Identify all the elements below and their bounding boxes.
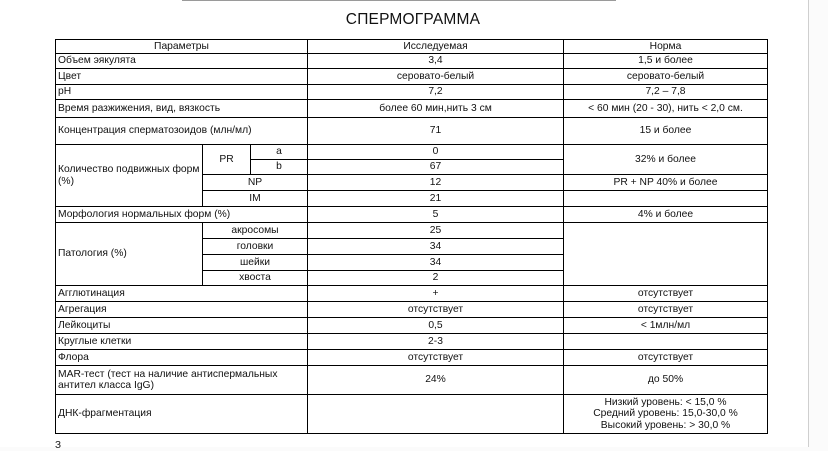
row-value: 2-3 — [308, 334, 564, 350]
header-params: Параметры — [56, 40, 308, 54]
top-rule — [182, 0, 616, 1]
motility-label: Количество подвижных форм (%) — [56, 145, 203, 207]
row-norm: отсутствует — [564, 286, 768, 302]
row-value: более 60 мин,нить 3 см — [308, 100, 564, 118]
pathology-label: Патология (%) — [56, 223, 203, 286]
a-value: 0 — [308, 145, 564, 160]
row-value: + — [308, 286, 564, 302]
b-label: b — [251, 160, 308, 175]
table-row — [56, 318, 768, 334]
row-label: Лейкоциты — [56, 318, 308, 334]
np-norm: PR + NP 40% и более — [564, 175, 768, 191]
pathology-item-value: 34 — [308, 239, 564, 255]
table-row — [56, 334, 768, 350]
np-value: 12 — [308, 175, 564, 191]
pathology-item-value: 34 — [308, 255, 564, 271]
row-value: отсутствует — [308, 350, 564, 366]
row-label: Время разжижения, вид, вязкость — [56, 100, 308, 118]
pathology-item-value: 25 — [308, 223, 564, 239]
row-label: Концентрация сперматозоидов (млн/мл) — [56, 118, 308, 145]
row-label: Флора — [56, 350, 308, 366]
row-norm: отсутствует — [564, 350, 768, 366]
pathology-item-value: 2 — [308, 271, 564, 286]
page-edge — [808, 0, 809, 447]
table-row — [56, 395, 768, 434]
row-label: Морфология нормальных форм (%) — [56, 207, 308, 223]
row-label: Объем эякулята — [56, 54, 308, 69]
dna-norm-mid: Средний уровень: 15,0-30,0 % — [593, 408, 738, 420]
row-label: Круглые клетки — [56, 334, 308, 350]
row-label: pH — [56, 85, 308, 100]
row-norm: отсутствует — [564, 302, 768, 318]
pathology-norm — [564, 223, 768, 286]
table-row — [56, 286, 768, 302]
table-row — [56, 54, 768, 69]
table-row — [56, 85, 768, 100]
row-norm: 4% и более — [564, 207, 768, 223]
row-value: 7,2 — [308, 85, 564, 100]
row-norm: 15 и более — [564, 118, 768, 145]
pr-label: PR — [203, 145, 251, 175]
spermogram-table — [55, 39, 768, 434]
pathology-row — [56, 223, 768, 239]
row-norm: 7,2 – 7,8 — [564, 85, 768, 100]
row-norm: 1,5 и более — [564, 54, 768, 69]
header-studied: Исследуемая — [308, 40, 564, 54]
row-norm: до 50% — [564, 366, 768, 395]
table-row — [56, 100, 768, 118]
table-row — [56, 118, 768, 145]
dna-norm — [564, 395, 768, 434]
dna-norm-high: Высокий уровень: > 30,0 % — [600, 419, 731, 431]
row-value: 24% — [308, 366, 564, 395]
footer-text-fragment: З — [55, 440, 62, 451]
row-value: 3,4 — [308, 54, 564, 69]
page-title: СПЕРМОГРАММА — [345, 11, 481, 28]
im-label: IM — [203, 191, 308, 207]
row-label: ДНК-фрагментация — [56, 395, 308, 434]
table-row — [56, 350, 768, 366]
row-norm: серовато-белый — [564, 69, 768, 85]
table-row — [56, 207, 768, 223]
a-label: a — [251, 145, 308, 160]
row-value: 0,5 — [308, 318, 564, 334]
np-label: NP — [203, 175, 308, 191]
row-norm: < 60 мин (20 - 30), нить < 2,0 см. — [564, 100, 768, 118]
pr-norm: 32% и более — [564, 145, 768, 175]
pathology-item-label: головки — [203, 239, 308, 255]
pathology-item-label: хвоста — [203, 271, 308, 286]
im-norm — [564, 191, 768, 207]
row-value: 71 — [308, 118, 564, 145]
table-header-row — [56, 40, 768, 54]
row-label: Агглютинация — [56, 286, 308, 302]
pathology-item-label: акросомы — [203, 223, 308, 239]
row-label: Агрегация — [56, 302, 308, 318]
header-norm: Норма — [564, 40, 768, 54]
row-label: MAR-тест (тест на наличие антиспермальных антител класса IgG) — [56, 366, 308, 395]
im-value: 21 — [308, 191, 564, 207]
row-norm — [564, 334, 768, 350]
b-value: 67 — [308, 160, 564, 175]
row-value: 5 — [308, 207, 564, 223]
dna-norm-low: Низкий уровень: < 15,0 % — [604, 397, 727, 409]
row-norm: < 1млн/мл — [564, 318, 768, 334]
row-value: отсутствует — [308, 302, 564, 318]
row-label: Цвет — [56, 69, 308, 85]
row-value: серовато-белый — [308, 69, 564, 85]
table-row — [56, 366, 768, 395]
pathology-item-label: шейки — [203, 255, 308, 271]
motility-row-a — [56, 145, 768, 160]
row-value — [308, 395, 564, 434]
table-row — [56, 302, 768, 318]
table-row — [56, 69, 768, 85]
